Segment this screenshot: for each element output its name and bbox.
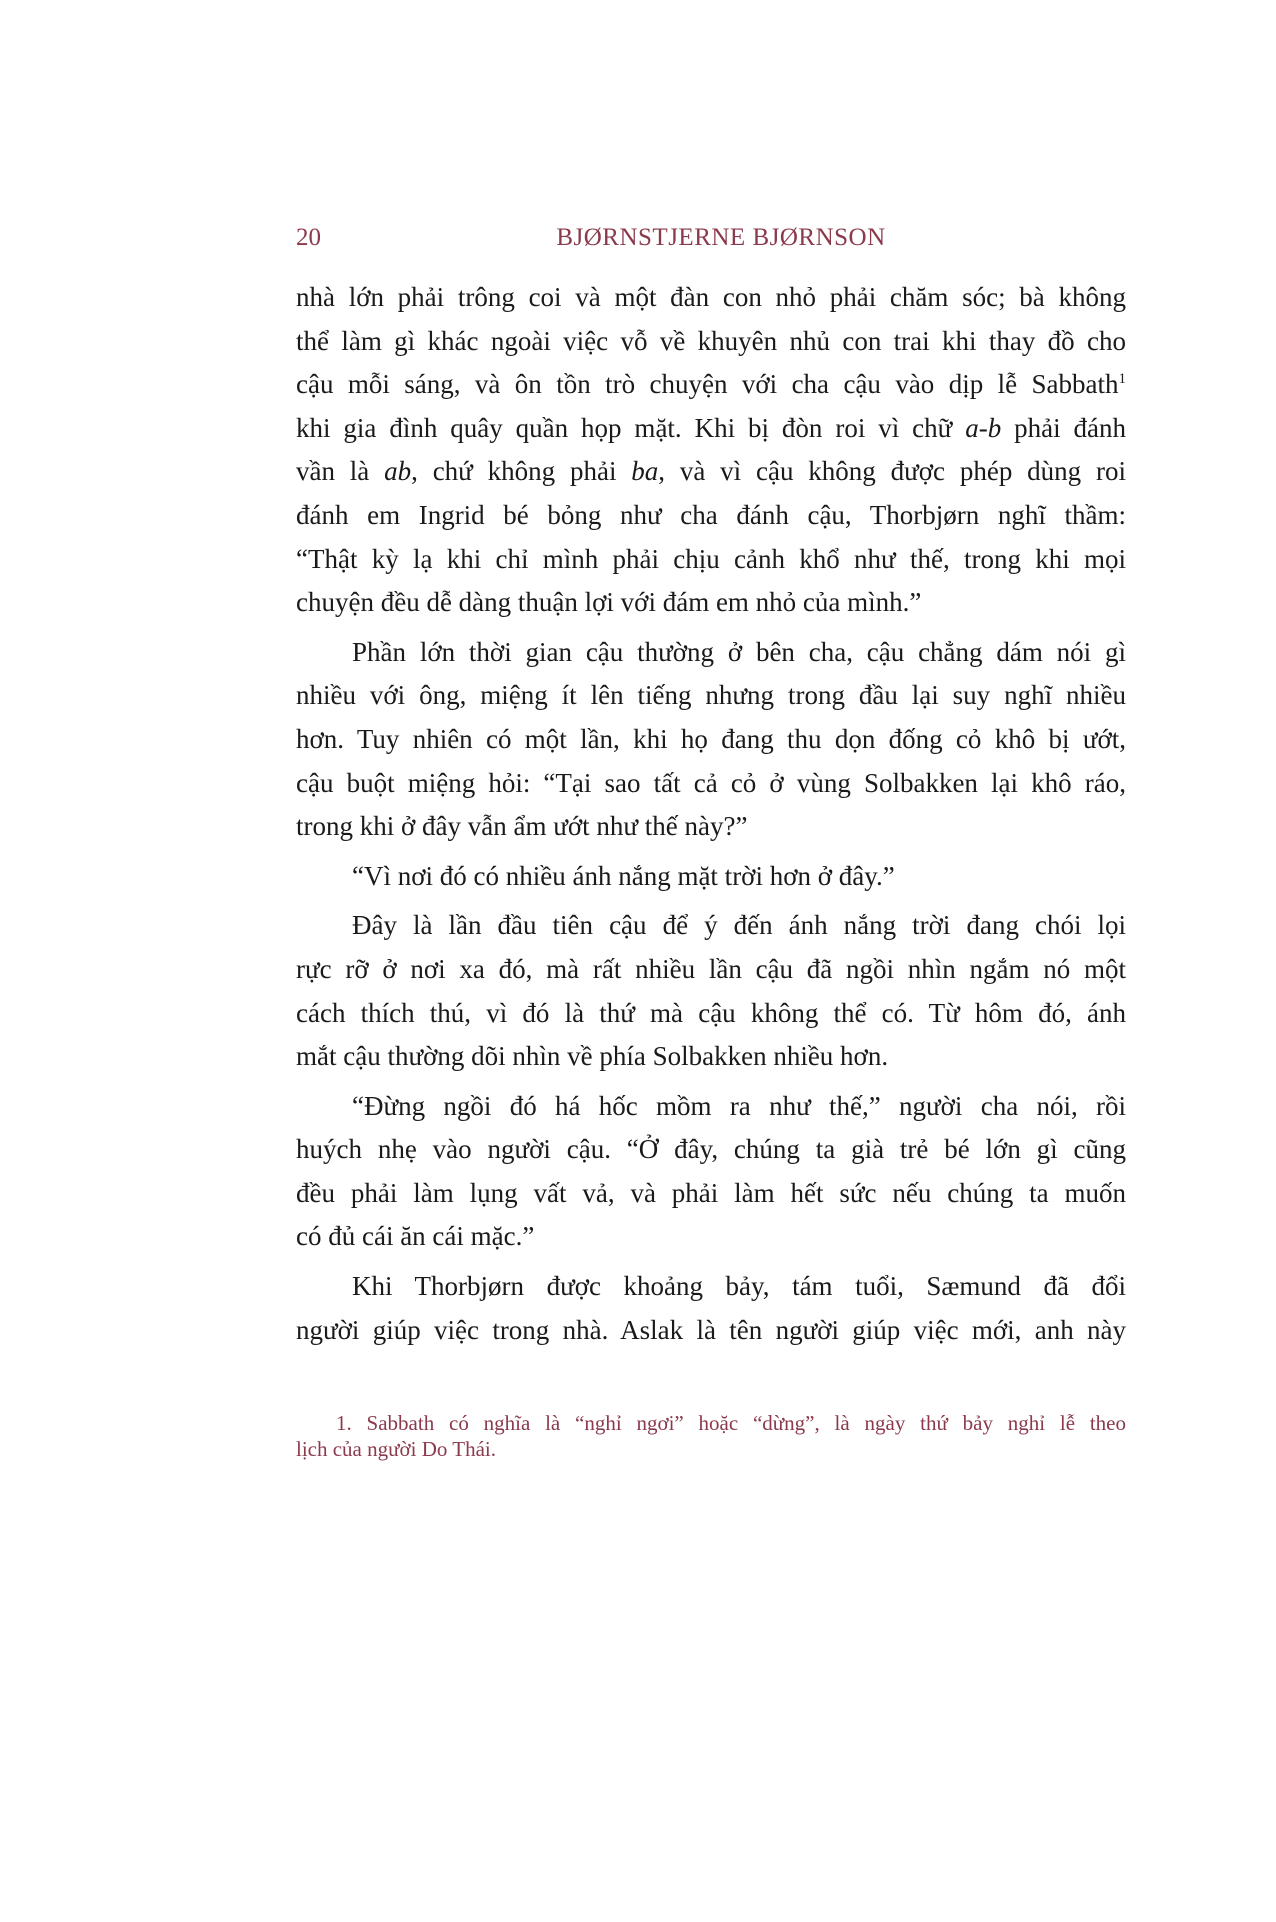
text-line: nhiều với ông, miệng ít lên tiếng nhưng trong đầu lại suy nghĩ nhiều (296, 680, 1126, 711)
text-line (296, 363, 1126, 407)
text-line: “Vì nơi đó có nhiều ánh nắng mặt trời hơn ở đây.” (352, 860, 895, 891)
text-line: “Thật kỳ lạ khi chỉ mình phải chịu cảnh khổ như thế, trong khi mọi (296, 543, 1126, 574)
paragraph (296, 1085, 1126, 1259)
text-line: thể làm gì khác ngoài việc vỗ về khuyên nhủ con trai khi thay đồ cho (296, 325, 1126, 356)
text-line: cách thích thú, vì đó là thứ mà cậu không thể có. Từ hôm đó, ánh (296, 997, 1126, 1028)
paragraph (296, 904, 1126, 1078)
italic-term: ab (384, 456, 412, 487)
text-line-content: vần là (296, 456, 370, 487)
text-line-content: cậu mỗi sáng, và ôn tồn trò chuyện với cha cậu vào dịp lễ Sabbath (296, 369, 1119, 400)
text-line: “Đừng ngồi đó há hốc mồm ra như thế,” người cha nói, rồi (352, 1090, 1126, 1121)
text-line: huých nhẹ vào người cậu. “Ở đây, chúng ta già trẻ bé lớn gì cũng (296, 1134, 1126, 1165)
text-line-content: , và vì cậu không được phép dùng roi (658, 456, 1126, 487)
footnote-reference[interactable]: 1 (1118, 371, 1126, 388)
page-number: 20 (296, 224, 321, 251)
text-line: nhà lớn phải trông coi và một đàn con nhỏ phải chăm sóc; bà không (296, 282, 1126, 312)
text-line: chuyện đều dễ dàng thuận lợi với đám em nhỏ của mình.” (296, 587, 922, 618)
paragraph (296, 631, 1126, 849)
body-text (296, 276, 1126, 1358)
paragraph (296, 276, 1126, 625)
text-line-content: , chứ không phải (411, 456, 617, 487)
text-line: đều phải làm lụng vất vả, và phải làm hết sức nếu chúng ta muốn (296, 1177, 1126, 1208)
text-line: rực rỡ ở nơi xa đó, mà rất nhiều lần cậu đã ngồi nhìn ngắm nó một (296, 953, 1126, 984)
text-line: người giúp việc trong nhà. Aslak là tên người giúp việc mới, anh này (296, 1314, 1126, 1345)
text-line: có đủ cái ăn cái mặc.” (296, 1221, 535, 1252)
running-head (296, 224, 1126, 260)
running-head-author: BJØRNSTJERNE BJØRNSON (556, 224, 886, 251)
italic-term: a-b (965, 412, 1002, 443)
text-line: đánh em Ingrid bé bỏng như cha đánh cậu, Thorbjørn nghĩ thầm: (296, 499, 1126, 530)
footnote-line: 1. Sabbath có nghĩa là “nghỉ ngơi” hoặc “dừng”, là ngày thứ bảy nghỉ lễ theo (336, 1411, 1126, 1435)
text-line-content: khi gia đình quây quần họp mặt. Khi bị đòn roi vì chữ (296, 412, 953, 443)
paragraph (296, 1265, 1126, 1352)
text-line: trong khi ở đây vẫn ẩm ướt như thế này?” (296, 811, 748, 842)
footnote (296, 1410, 1126, 1462)
footnote-line: lịch của người Do Thái. (296, 1437, 496, 1461)
text-line: Đây là lần đầu tiên cậu để ý đến ánh nắng trời đang chói lọi (352, 910, 1126, 941)
paragraph (296, 855, 1126, 899)
text-line (296, 450, 1126, 494)
text-line: mắt cậu thường dõi nhìn về phía Solbakken nhiều hơn. (296, 1041, 889, 1072)
italic-term: ba (631, 456, 659, 487)
text-line: cậu buột miệng hỏi: “Tại sao tất cả cỏ ở vùng Solbakken lại khô ráo, (296, 767, 1126, 798)
text-line: Khi Thorbjørn được khoảng bảy, tám tuổi, Sæmund đã đổi (352, 1271, 1126, 1302)
text-line (296, 407, 1126, 451)
text-line: hơn. Tuy nhiên có một lần, khi họ đang thu dọn đống cỏ khô bị ướt, (296, 723, 1126, 754)
text-line: Phần lớn thời gian cậu thường ở bên cha, cậu chẳng dám nói gì (352, 636, 1126, 667)
text-line-content: phải đánh (1014, 412, 1127, 443)
